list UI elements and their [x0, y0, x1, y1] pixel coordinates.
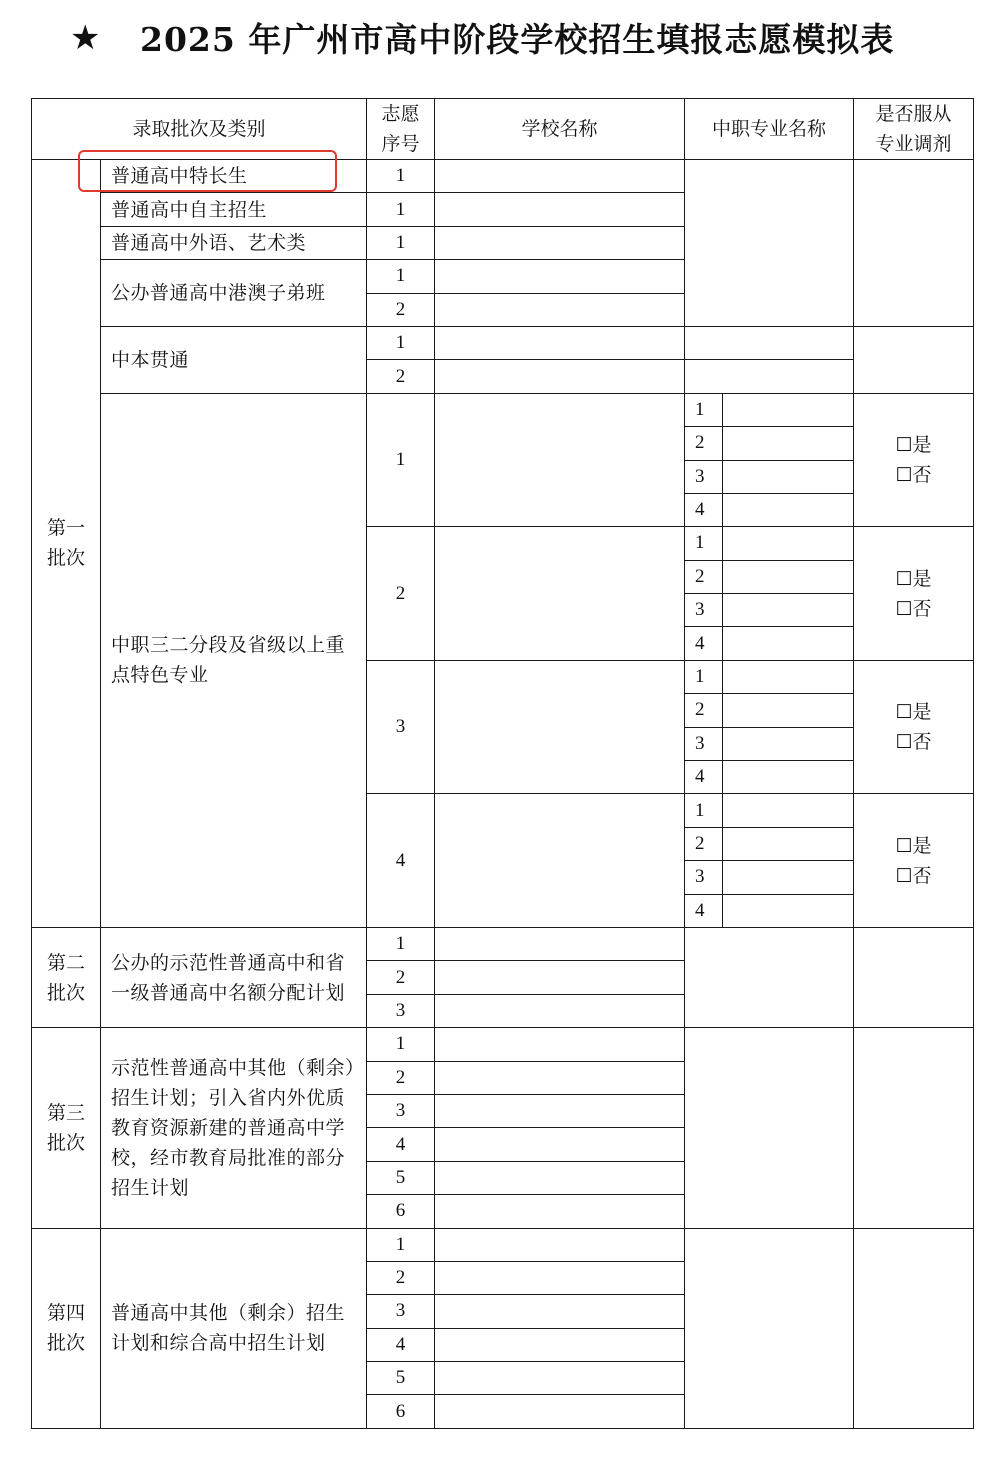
school-input[interactable]	[435, 1028, 685, 1061]
major-number: 1	[685, 794, 723, 827]
category-secondary-undergrad: 中本贯通	[101, 326, 367, 393]
category-quota-allocation: 公办的示范性普通高中和省一级普通高中名额分配计划	[101, 927, 367, 1027]
header-order: 志愿 序号	[367, 99, 435, 160]
major-input[interactable]	[723, 861, 854, 894]
major-number: 1	[685, 660, 723, 693]
major-input[interactable]	[723, 594, 854, 627]
choice-number: 1	[367, 193, 435, 226]
major-number: 2	[685, 427, 723, 460]
choice-number: 3	[367, 994, 435, 1027]
choice-number: 2	[367, 360, 435, 393]
school-input[interactable]	[435, 1261, 685, 1294]
table-row	[32, 1228, 974, 1261]
choice-number: 6	[367, 1195, 435, 1228]
choice-number: 1	[367, 927, 435, 960]
school-input[interactable]	[435, 1295, 685, 1328]
choice-number: 1	[367, 226, 435, 259]
school-input[interactable]	[435, 1362, 685, 1395]
school-input[interactable]	[435, 1395, 685, 1428]
table-row	[32, 326, 974, 359]
choice-number: 3	[367, 1094, 435, 1127]
major-input[interactable]	[723, 694, 854, 727]
choice-number: 6	[367, 1395, 435, 1428]
header-school: 学校名称	[435, 99, 685, 160]
major-number: 4	[685, 761, 723, 794]
choice-number: 4	[367, 794, 435, 928]
adjust-checkbox-group[interactable]	[854, 527, 974, 661]
adjust-checkbox-group[interactable]	[854, 794, 974, 928]
school-input[interactable]	[435, 260, 685, 293]
choice-number: 1	[367, 1028, 435, 1061]
highlight-box	[78, 150, 337, 192]
school-input[interactable]	[435, 1228, 685, 1261]
category-remaining-general: 普通高中其他（剩余）招生计划和综合高中招生计划	[101, 1228, 367, 1428]
choice-number: 1	[367, 393, 435, 527]
school-input[interactable]	[435, 360, 685, 393]
major-number: 4	[685, 493, 723, 526]
no-checkbox[interactable]: ☐否	[895, 464, 932, 487]
major-number: 1	[685, 527, 723, 560]
header-major: 中职专业名称	[685, 99, 854, 160]
school-input[interactable]	[435, 193, 685, 226]
major-number: 3	[685, 594, 723, 627]
yes-checkbox[interactable]: ☐是	[895, 567, 932, 590]
school-input[interactable]	[435, 293, 685, 326]
major-input[interactable]	[723, 460, 854, 493]
adjust-empty	[854, 160, 974, 327]
choice-number: 2	[367, 1061, 435, 1094]
header-adjust: 是否服从 专业调剂	[854, 99, 974, 160]
school-input[interactable]	[435, 393, 685, 527]
major-input[interactable]	[723, 560, 854, 593]
adjust-empty	[854, 1228, 974, 1428]
major-input[interactable]	[723, 627, 854, 660]
table-row	[32, 393, 974, 426]
school-input[interactable]	[435, 994, 685, 1027]
major-input[interactable]	[685, 360, 854, 393]
table-row	[32, 1028, 974, 1061]
choice-number: 2	[367, 527, 435, 661]
no-checkbox[interactable]: ☐否	[895, 864, 932, 887]
batch-3-label: 第三 批次	[32, 1028, 101, 1228]
major-number: 4	[685, 627, 723, 660]
category-specialty: 普通高中特长生	[101, 160, 367, 193]
category-remaining-model: 示范性普通高中其他（剩余）招生计划；引入省内外优质教育资源新建的普通高中学校，经市教育局批准的部分招生计划	[101, 1028, 367, 1228]
choice-number: 1	[367, 160, 435, 193]
yes-checkbox[interactable]: ☐是	[895, 834, 932, 857]
school-input[interactable]	[435, 660, 685, 794]
choice-number: 5	[367, 1161, 435, 1194]
page-title	[0, 12, 998, 68]
major-input[interactable]	[723, 493, 854, 526]
school-input[interactable]	[435, 1128, 685, 1161]
choice-number: 2	[367, 961, 435, 994]
major-empty	[685, 927, 854, 1027]
major-number: 4	[685, 894, 723, 927]
major-input[interactable]	[723, 761, 854, 794]
major-input[interactable]	[723, 894, 854, 927]
table-row	[32, 927, 974, 960]
major-input[interactable]	[685, 326, 854, 359]
school-input[interactable]	[435, 1061, 685, 1094]
major-number: 3	[685, 861, 723, 894]
major-number: 2	[685, 560, 723, 593]
major-input[interactable]	[723, 727, 854, 760]
major-empty	[685, 1028, 854, 1228]
major-number: 2	[685, 827, 723, 860]
major-input[interactable]	[723, 527, 854, 560]
school-input[interactable]	[435, 160, 685, 193]
header-category: 录取批次及类别	[32, 99, 367, 160]
school-input[interactable]	[435, 1161, 685, 1194]
choice-number: 2	[367, 293, 435, 326]
school-input[interactable]	[435, 226, 685, 259]
star-icon: ★	[70, 18, 101, 58]
choice-number: 2	[367, 1261, 435, 1294]
yes-checkbox[interactable]: ☐是	[895, 701, 932, 724]
school-input[interactable]	[435, 794, 685, 928]
category-vocational: 中职三二分段及省级以上重点特色专业	[101, 393, 367, 927]
school-input[interactable]	[435, 1328, 685, 1361]
major-input[interactable]	[723, 393, 854, 426]
choice-number: 4	[367, 1128, 435, 1161]
major-number: 3	[685, 727, 723, 760]
batch-2-label: 第二 批次	[32, 927, 101, 1027]
major-input[interactable]	[723, 827, 854, 860]
choice-number: 1	[367, 326, 435, 359]
major-empty	[685, 160, 854, 327]
school-input[interactable]	[435, 1195, 685, 1228]
no-checkbox[interactable]: ☐否	[895, 731, 932, 754]
no-checkbox[interactable]: ☐否	[895, 597, 932, 620]
application-form-table	[31, 98, 974, 1429]
choice-number: 3	[367, 660, 435, 794]
choice-number: 1	[367, 1228, 435, 1261]
major-input[interactable]	[723, 427, 854, 460]
school-input[interactable]	[435, 927, 685, 960]
adjust-empty	[854, 1028, 974, 1228]
major-number: 1	[685, 393, 723, 426]
category-independent: 普通高中自主招生	[101, 193, 367, 226]
school-input[interactable]	[435, 326, 685, 359]
category-language-art: 普通高中外语、艺术类	[101, 226, 367, 259]
yes-checkbox[interactable]: ☐是	[895, 434, 932, 457]
school-input[interactable]	[435, 1094, 685, 1127]
major-number: 2	[685, 694, 723, 727]
adjust-empty	[854, 326, 974, 393]
major-input[interactable]	[723, 660, 854, 693]
title-text: 2025 年广州市高中阶段学校招生填报志愿模拟表	[140, 20, 895, 59]
school-input[interactable]	[435, 961, 685, 994]
major-number: 3	[685, 460, 723, 493]
major-input[interactable]	[723, 794, 854, 827]
category-hk-macau: 公办普通高中港澳子弟班	[101, 260, 367, 327]
choice-number: 5	[367, 1362, 435, 1395]
batch-1-label: 第一 批次	[32, 160, 101, 928]
choice-number: 3	[367, 1295, 435, 1328]
school-input[interactable]	[435, 527, 685, 661]
adjust-checkbox-group[interactable]	[854, 660, 974, 794]
major-empty	[685, 1228, 854, 1428]
batch-4-label: 第四 批次	[32, 1228, 101, 1428]
choice-number: 4	[367, 1328, 435, 1361]
adjust-empty	[854, 927, 974, 1027]
adjust-checkbox-group[interactable]	[854, 393, 974, 527]
choice-number: 1	[367, 260, 435, 293]
